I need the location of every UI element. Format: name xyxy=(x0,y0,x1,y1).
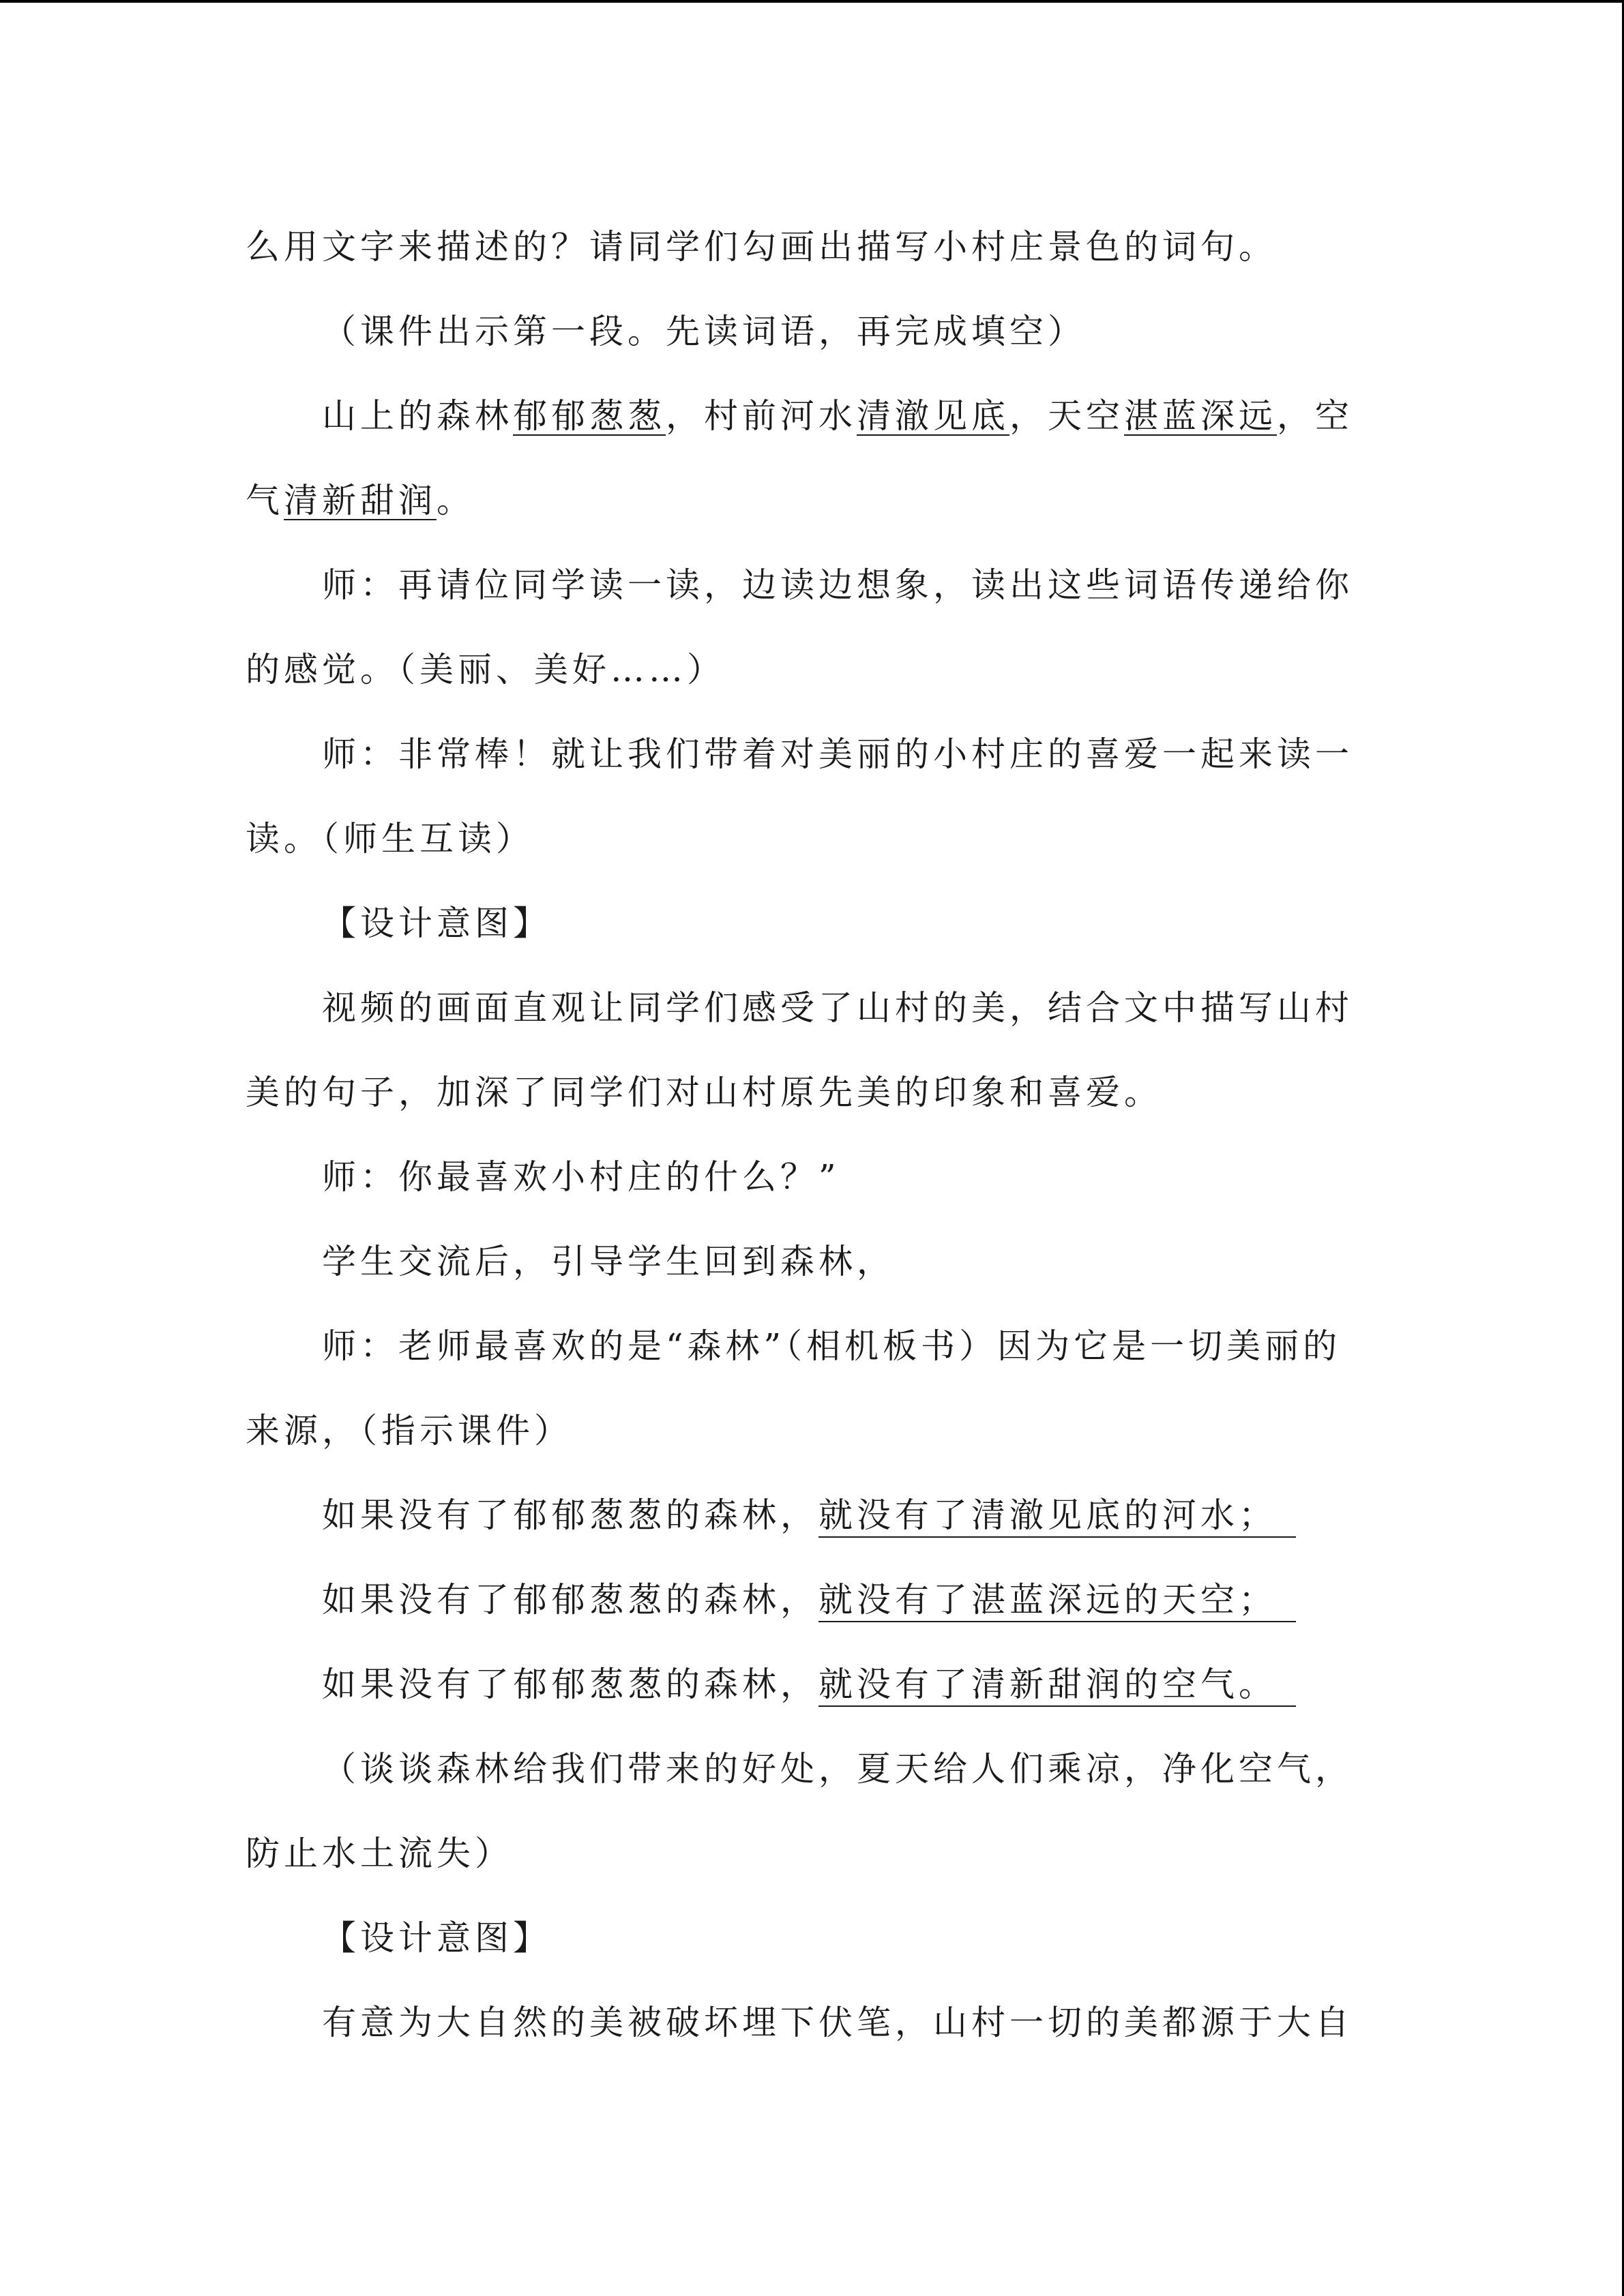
text: 师：非常棒！就让我们带着对美丽的小村庄的喜爱一起来读一 xyxy=(322,734,1353,774)
paragraph-line xyxy=(246,1050,1378,1135)
underlined-word: 清新甜润 xyxy=(284,481,437,520)
paragraph-line xyxy=(246,1980,1378,2065)
text: 如果没有了郁郁葱葱的森林， xyxy=(322,1580,818,1620)
paragraph-line xyxy=(246,1219,1378,1304)
text: （谈谈森林给我们带来的好处，夏天给人们乘凉，净化空气， xyxy=(322,1749,1353,1789)
text: 么用文字来描述的？请同学们勾画出描写小村庄景色的词句。 xyxy=(246,227,1277,267)
text: ，村前河水 xyxy=(666,396,857,436)
underlined-word: 清澈见底 xyxy=(857,396,1009,436)
paragraph-line xyxy=(246,712,1378,796)
paragraph-line xyxy=(246,458,1378,543)
underlined-phrase: 就没有了清澈见底的河水； xyxy=(818,1494,1296,1538)
text: 如果没有了郁郁葱葱的森林， xyxy=(322,1665,818,1704)
page-top-border xyxy=(0,0,1623,3)
text: 的感觉。（美丽、美好……） xyxy=(246,650,725,689)
section-heading xyxy=(246,1896,1378,1980)
paragraph-line xyxy=(246,796,1378,881)
text: 师：再请位同学读一读，边读边想象，读出这些词语传递给你 xyxy=(322,565,1353,605)
paragraph-line xyxy=(246,543,1378,627)
underlined-word: 郁郁葱葱 xyxy=(513,396,666,436)
paragraph-line xyxy=(246,966,1378,1050)
text: ，天空 xyxy=(1009,396,1124,436)
text: 山上的森林 xyxy=(322,396,513,436)
paragraph-line xyxy=(246,205,1378,289)
text: ，空 xyxy=(1277,396,1353,436)
text: 视频的画面直观让同学们感受了山村的美，结合文中描写山村 xyxy=(322,988,1353,1028)
text: 。 xyxy=(437,481,475,520)
text: 气 xyxy=(246,481,284,520)
text: 美的句子，加深了同学们对山村原先美的印象和喜爱。 xyxy=(246,1073,1162,1112)
paragraph-line xyxy=(246,1727,1378,1811)
document-body xyxy=(246,205,1378,2065)
paragraph-line xyxy=(246,1557,1378,1642)
text: （课件出示第一段。先读词语，再完成填空） xyxy=(322,312,1086,351)
paragraph-line xyxy=(246,1473,1378,1557)
section-heading xyxy=(246,881,1378,966)
paragraph-line xyxy=(246,1811,1378,1896)
paragraph-line xyxy=(246,289,1378,374)
text: 【设计意图】 xyxy=(322,904,551,943)
text: 有意为大自然的美被破坏埋下伏笔，山村一切的美都源于大自 xyxy=(322,2003,1353,2042)
text: 读。（师生互读） xyxy=(246,819,534,859)
underlined-word: 湛蓝深远 xyxy=(1124,396,1277,436)
text: 师：你最喜欢小村庄的什么？” xyxy=(322,1157,840,1197)
text: 如果没有了郁郁葱葱的森林， xyxy=(322,1495,818,1535)
text: 师：老师最喜欢的是“森林”（相机板书）因为它是一切美丽的 xyxy=(322,1326,1342,1366)
paragraph-line xyxy=(246,374,1378,458)
text: 【设计意图】 xyxy=(322,1918,551,1958)
paragraph-line xyxy=(246,1388,1378,1473)
paragraph-line xyxy=(246,1642,1378,1727)
paragraph-line xyxy=(246,1135,1378,1219)
text: 学生交流后，引导学生回到森林， xyxy=(322,1242,895,1281)
paragraph-line xyxy=(246,627,1378,712)
paragraph-line xyxy=(246,1304,1378,1388)
text: 来源，（指示课件） xyxy=(246,1411,572,1450)
text: 防止水土流失） xyxy=(246,1834,513,1873)
underlined-phrase: 就没有了湛蓝深远的天空； xyxy=(818,1579,1296,1622)
underlined-phrase: 就没有了清新甜润的空气。 xyxy=(818,1663,1296,1707)
